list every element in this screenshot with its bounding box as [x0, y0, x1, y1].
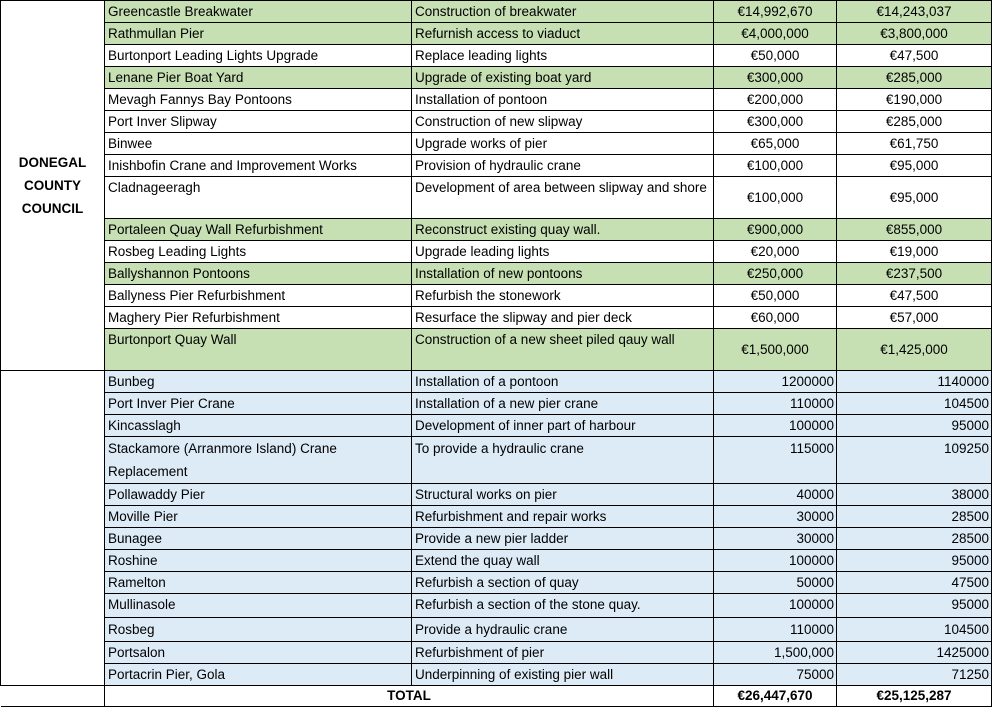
table-row — [1, 415, 992, 437]
cost-cell: €4,000,000 — [714, 23, 837, 45]
description-cell: Extend the quay wall — [412, 550, 714, 572]
cost-cell: 100000 — [714, 594, 837, 618]
location-cell: Port Inver Pier Crane — [105, 393, 412, 415]
description-cell: To provide a hydraulic crane — [412, 437, 714, 484]
grant-cell: €14,243,037 — [837, 1, 992, 23]
cost-cell: 40000 — [714, 484, 837, 506]
grant-cell: 95000 — [837, 594, 992, 618]
grant-cell: 28500 — [837, 528, 992, 550]
table-row — [1, 506, 992, 528]
location-cell: Ballyshannon Pontoons — [105, 263, 412, 285]
cost-cell: 30000 — [714, 506, 837, 528]
description-cell: Replace leading lights — [412, 45, 714, 67]
grant-cell: 47500 — [837, 572, 992, 594]
total-label: TOTAL — [105, 686, 714, 707]
description-cell: Reconstruct existing quay wall. — [412, 219, 714, 241]
total-spacer — [1, 686, 105, 707]
table-row — [1, 263, 992, 285]
grant-cell: €95,000 — [837, 177, 992, 219]
cost-cell: €100,000 — [714, 155, 837, 177]
table-row — [1, 155, 992, 177]
grant-cell: 38000 — [837, 484, 992, 506]
cost-cell: €100,000 — [714, 177, 837, 219]
description-cell: Installation of new pontoons — [412, 263, 714, 285]
grant-cell: 1425000 — [837, 642, 992, 664]
table-row — [1, 89, 992, 111]
cost-cell: 50000 — [714, 572, 837, 594]
grant-cell: €1,425,000 — [837, 329, 992, 371]
location-cell: Bunbeg — [105, 371, 412, 393]
location-cell: Rathmullan Pier — [105, 23, 412, 45]
description-cell: Provide a hydraulic crane — [412, 618, 714, 642]
cost-cell: €300,000 — [714, 67, 837, 89]
grant-cell: €190,000 — [837, 89, 992, 111]
cost-cell: €1,500,000 — [714, 329, 837, 371]
organisation-cell-blank — [1, 371, 105, 686]
description-cell: Refurbish a section of the stone quay. — [412, 594, 714, 618]
location-cell: Kincasslagh — [105, 415, 412, 437]
table-row — [1, 642, 992, 664]
total-row — [1, 686, 992, 707]
table-row — [1, 393, 992, 415]
grant-cell: €57,000 — [837, 307, 992, 329]
cost-cell: €20,000 — [714, 241, 837, 263]
table-row — [1, 329, 992, 371]
location-cell: Stackamore (Arranmore Island) Crane Replacement — [105, 437, 412, 484]
table-row — [1, 67, 992, 89]
cost-cell: 1,500,000 — [714, 642, 837, 664]
grant-cell: €285,000 — [837, 67, 992, 89]
description-cell: Development of inner part of harbour — [412, 415, 714, 437]
grant-cell: 71250 — [837, 664, 992, 686]
description-cell: Refurbishment and repair works — [412, 506, 714, 528]
cost-cell: 115000 — [714, 437, 837, 484]
cost-cell: €250,000 — [714, 263, 837, 285]
cost-cell: €14,992,670 — [714, 1, 837, 23]
table-row — [1, 437, 992, 484]
table-row — [1, 371, 992, 393]
description-cell: Refurnish access to viaduct — [412, 23, 714, 45]
description-cell: Structural works on pier — [412, 484, 714, 506]
location-cell: Lenane Pier Boat Yard — [105, 67, 412, 89]
location-cell: Port Inver Slipway — [105, 111, 412, 133]
location-cell: Rosbeg — [105, 618, 412, 642]
cost-cell: €200,000 — [714, 89, 837, 111]
description-cell: Upgrade of existing boat yard — [412, 67, 714, 89]
description-cell: Installation of pontoon — [412, 89, 714, 111]
location-cell: Portacrin Pier, Gola — [105, 664, 412, 686]
location-cell: Portsalon — [105, 642, 412, 664]
description-cell: Development of area between slipway and shore — [412, 177, 714, 219]
table-row — [1, 594, 992, 618]
table-row — [1, 133, 992, 155]
grant-cell: €237,500 — [837, 263, 992, 285]
description-cell: Refurbish a section of quay — [412, 572, 714, 594]
description-cell: Underpinning of existing pier wall — [412, 664, 714, 686]
grant-cell: 104500 — [837, 393, 992, 415]
total-cost: €26,447,670 — [714, 686, 837, 707]
grant-cell: 104500 — [837, 618, 992, 642]
location-cell: Pollawaddy Pier — [105, 484, 412, 506]
location-cell: Bunagee — [105, 528, 412, 550]
description-cell: Construction of new slipway — [412, 111, 714, 133]
cost-cell: 110000 — [714, 618, 837, 642]
table-row — [1, 241, 992, 263]
table-row — [1, 45, 992, 67]
organisation-cell — [1, 1, 105, 371]
grant-cell: €855,000 — [837, 219, 992, 241]
grant-cell: €47,500 — [837, 45, 992, 67]
cost-cell: €300,000 — [714, 111, 837, 133]
grant-cell: €61,750 — [837, 133, 992, 155]
location-cell: Burtonport Quay Wall — [105, 329, 412, 371]
cost-cell: 75000 — [714, 664, 837, 686]
table-row — [1, 572, 992, 594]
grant-cell: 95000 — [837, 550, 992, 572]
cost-cell: €900,000 — [714, 219, 837, 241]
location-cell: Mevagh Fannys Bay Pontoons — [105, 89, 412, 111]
location-cell: Ballyness Pier Refurbishment — [105, 285, 412, 307]
organisation-name: DONEGAL COUNTY COUNCIL — [18, 155, 87, 216]
cost-cell: 110000 — [714, 393, 837, 415]
description-cell: Provision of hydraulic crane — [412, 155, 714, 177]
location-cell: Mullinasole — [105, 594, 412, 618]
cost-cell: 1200000 — [714, 371, 837, 393]
table-row — [1, 528, 992, 550]
grant-cell: €3,800,000 — [837, 23, 992, 45]
table-row — [1, 1, 992, 23]
grant-cell: €19,000 — [837, 241, 992, 263]
grant-cell: 1140000 — [837, 371, 992, 393]
location-cell: Inishbofin Crane and Improvement Works — [105, 155, 412, 177]
grant-cell: €95,000 — [837, 155, 992, 177]
description-cell: Provide a new pier ladder — [412, 528, 714, 550]
grant-cell: 109250 — [837, 437, 992, 484]
table-row — [1, 307, 992, 329]
cost-cell: €65,000 — [714, 133, 837, 155]
table-row — [1, 550, 992, 572]
description-cell: Refurbish the stonework — [412, 285, 714, 307]
description-cell: Construction of breakwater — [412, 1, 714, 23]
description-cell: Upgrade works of pier — [412, 133, 714, 155]
location-cell: Rosbeg Leading Lights — [105, 241, 412, 263]
location-cell: Binwee — [105, 133, 412, 155]
location-cell: Burtonport Leading Lights Upgrade — [105, 45, 412, 67]
location-cell: Maghery Pier Refurbishment — [105, 307, 412, 329]
description-cell: Installation of a pontoon — [412, 371, 714, 393]
description-cell: Refurbishment of pier — [412, 642, 714, 664]
table-row — [1, 285, 992, 307]
location-cell: Cladnageeragh — [105, 177, 412, 219]
cost-cell: €60,000 — [714, 307, 837, 329]
table-row — [1, 664, 992, 686]
table-row — [1, 23, 992, 45]
location-cell: Ramelton — [105, 572, 412, 594]
total-grant: €25,125,287 — [837, 686, 992, 707]
cost-cell: €50,000 — [714, 285, 837, 307]
location-cell: Portaleen Quay Wall Refurbishment — [105, 219, 412, 241]
cost-cell: €50,000 — [714, 45, 837, 67]
cost-cell: 100000 — [714, 550, 837, 572]
location-cell: Greencastle Breakwater — [105, 1, 412, 23]
location-cell: Moville Pier — [105, 506, 412, 528]
table-row — [1, 177, 992, 219]
table-row — [1, 484, 992, 506]
funding-table-body — [1, 1, 992, 707]
grant-cell: €47,500 — [837, 285, 992, 307]
location-cell: Roshine — [105, 550, 412, 572]
description-cell: Upgrade leading lights — [412, 241, 714, 263]
cost-cell: 100000 — [714, 415, 837, 437]
table-row — [1, 111, 992, 133]
table-row — [1, 219, 992, 241]
grant-cell: 28500 — [837, 506, 992, 528]
grant-cell: 95000 — [837, 415, 992, 437]
grant-cell: €285,000 — [837, 111, 992, 133]
description-cell: Installation of a new pier crane — [412, 393, 714, 415]
description-cell: Resurface the slipway and pier deck — [412, 307, 714, 329]
cost-cell: 30000 — [714, 528, 837, 550]
table-row — [1, 618, 992, 642]
description-cell: Construction of a new sheet piled qauy wall — [412, 329, 714, 371]
